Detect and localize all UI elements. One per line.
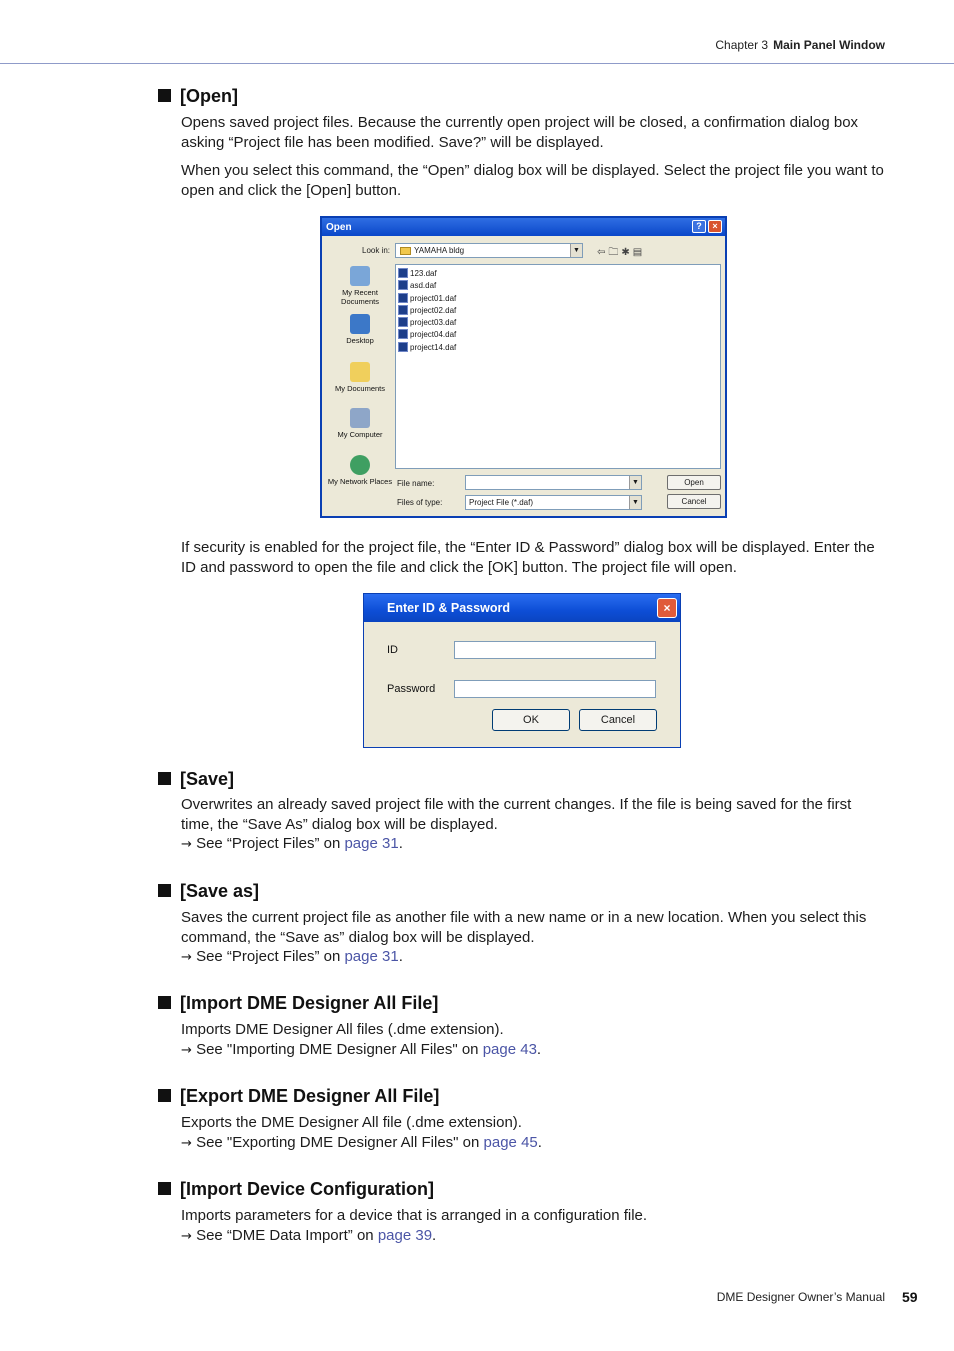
id-label: ID (387, 644, 398, 656)
place-network[interactable]: My Network Places (326, 455, 394, 486)
list-item[interactable]: asd.daf (398, 280, 720, 292)
security-note: If security is enabled for the project file, the “Enter ID & Password” dialog box will be displayed. Enter the ID and password to open the file and click the [OK] button. The project file will open. (181, 539, 875, 576)
help-icon[interactable]: ? (692, 220, 706, 233)
page-number: 59 (902, 1289, 918, 1305)
chevron-down-icon[interactable]: ▼ (570, 244, 582, 257)
open-dialog-title-bar (322, 218, 725, 236)
page-link[interactable]: page 31 (344, 948, 399, 965)
page-header (0, 0, 954, 64)
import-config-description: Imports parameters for a device that is arranged in a configuration file. → See “DME Data Import” on page 39. (181, 1207, 648, 1244)
password-input[interactable] (454, 680, 656, 698)
file-icon (398, 293, 408, 303)
manual-name: DME Designer Owner’s Manual (716, 1290, 885, 1304)
section-title-export-dme: [Export DME Designer All File] (158, 1086, 439, 1107)
list-item[interactable]: project01.daf (398, 293, 720, 305)
cancel-button[interactable]: Cancel (667, 494, 721, 509)
cancel-button[interactable]: Cancel (579, 709, 657, 731)
open-dialog-title: Open (326, 222, 352, 233)
section-title-save: [Save] (158, 769, 234, 790)
password-dialog-title-bar (364, 594, 680, 622)
id-input[interactable] (454, 641, 656, 659)
square-bullet-icon (158, 884, 171, 897)
export-dme-description: Exports the DME Designer All file (.dme extension). → See "Exporting DME Designer All Files" on page 45. (181, 1114, 542, 1151)
file-icon (398, 268, 408, 278)
open-description: Opens saved project files. Because the currently open project will be closed, a confirmation dialog box asking “Project file has been modified. Save?” will be displayed. (181, 114, 859, 151)
arrow-right-icon: → (181, 1135, 192, 1151)
file-name-input[interactable] (465, 475, 642, 490)
network-icon (350, 455, 370, 475)
password-label: Password (387, 683, 436, 695)
square-bullet-icon (158, 1182, 171, 1195)
save-description: Overwrites an already saved project file with the current changes. If the file is being saved for the first time, the “Save As” dialog box will be displayed. → See “Project Files” on page 31. (181, 796, 852, 852)
open-button[interactable]: Open (667, 475, 721, 490)
open-instructions: When you select this command, the “Open” dialog box will be displayed. Select the project file you want to open and click the [Open] button. (181, 162, 884, 199)
square-bullet-icon (158, 772, 171, 785)
look-in-label: Look in: (362, 246, 391, 255)
place-desktop[interactable]: Desktop (326, 314, 394, 345)
page-link[interactable]: page 39 (377, 1226, 433, 1244)
recent-documents-icon (350, 266, 370, 286)
file-type-select[interactable]: Project File (*.daf) ▼ (465, 495, 642, 510)
chevron-down-icon[interactable]: ▼ (629, 476, 641, 489)
arrow-right-icon: → (181, 950, 192, 965)
open-dialog (320, 216, 727, 518)
place-my-documents[interactable]: My Documents (326, 362, 394, 393)
list-item[interactable]: 123.daf (398, 268, 720, 280)
my-computer-icon (350, 408, 370, 428)
running-header (715, 38, 885, 52)
password-dialog (363, 593, 681, 748)
close-icon[interactable]: × (657, 598, 677, 618)
file-icon (398, 329, 408, 339)
list-item[interactable]: project04.daf (398, 329, 720, 341)
list-item[interactable]: project02.daf (398, 305, 720, 317)
square-bullet-icon (158, 1089, 171, 1102)
close-icon[interactable]: × (708, 220, 722, 233)
chapter-label: Chapter 3 (715, 38, 769, 52)
section-title-import-dme: [Import DME Designer All File] (158, 993, 438, 1014)
list-item[interactable]: project03.daf (398, 317, 720, 329)
page-link[interactable]: page 31 (344, 835, 399, 852)
file-icon (398, 305, 408, 315)
place-recent-documents[interactable]: My Recent Documents (326, 266, 394, 306)
square-bullet-icon (158, 89, 171, 102)
page-link[interactable]: page 43 (482, 1040, 537, 1058)
arrow-right-icon: → (181, 837, 192, 852)
arrow-right-icon: → (181, 1042, 192, 1058)
file-icon (398, 342, 408, 352)
place-my-computer[interactable]: My Computer (326, 408, 394, 439)
page-link[interactable]: page 45 (483, 1133, 538, 1151)
file-list (395, 264, 721, 469)
section-title-save-as: [Save as] (158, 881, 259, 902)
chevron-down-icon[interactable]: ▼ (629, 496, 641, 509)
look-in-value: YAMAHA bldg (414, 246, 465, 255)
folder-icon (400, 247, 411, 255)
file-name-label: File name: (397, 479, 435, 488)
look-in-select[interactable] (395, 243, 583, 258)
desktop-icon (350, 314, 370, 334)
file-icon (398, 317, 408, 327)
save-as-description: Saves the current project file as another file with a new name or in a new location. When you select this command, the “Save as” dialog box will be displayed. → See “Project Files” on page 31. (181, 909, 867, 965)
file-icon (398, 280, 408, 290)
my-documents-icon (350, 362, 370, 382)
square-bullet-icon (158, 996, 171, 1009)
section-title-import-config: [Import Device Configuration] (158, 1179, 434, 1200)
section-title-open: [Open] (158, 86, 238, 107)
password-dialog-title: Enter ID & Password (387, 601, 510, 615)
list-item[interactable]: project14.daf (398, 342, 720, 354)
arrow-right-icon: → (181, 1228, 192, 1244)
chapter-section: Main Panel Window (773, 38, 885, 52)
ok-button[interactable]: OK (492, 709, 570, 731)
file-type-label: Files of type: (397, 498, 443, 507)
places-bar (326, 262, 394, 498)
import-dme-description: Imports DME Designer All files (.dme extension). → See "Importing DME Designer All Files" on page 43. (181, 1021, 542, 1058)
navigation-toolbar-icons[interactable]: ⇦🗀✱▤ (597, 247, 646, 258)
